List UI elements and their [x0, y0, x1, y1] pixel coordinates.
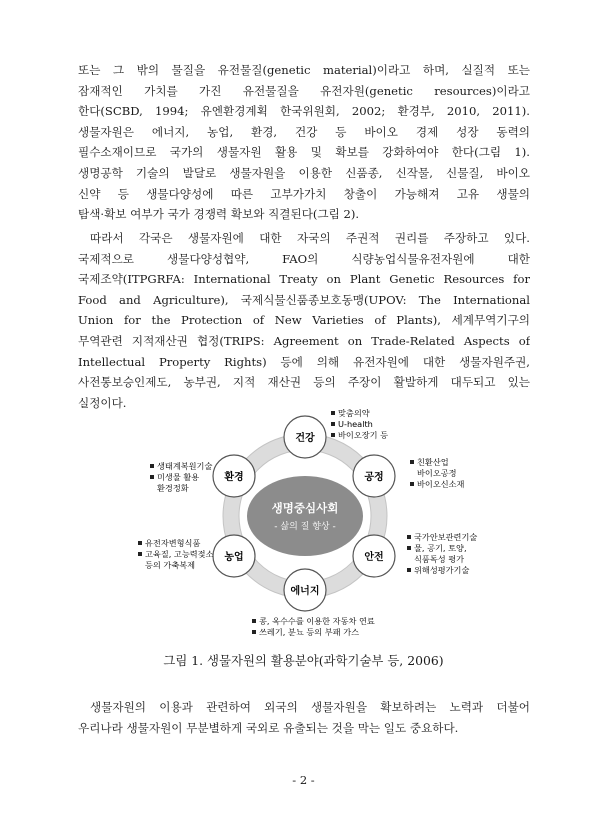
svg-text:고육질, 고능력젖소: 고육질, 고능력젖소 [145, 549, 214, 559]
svg-text:유전자변형식품: 유전자변형식품 [145, 538, 201, 548]
svg-text:식품독성 평가: 식품독성 평가 [414, 554, 465, 564]
text-line: 한다(SCBD, 1994; 유엔환경계획 한국위원회, 2002; 환경부, 2010, 2011). [78, 104, 530, 119]
text-line: 탐색·확보 여부가 국가 경쟁력 확보와 직결된다(그림 2). [78, 207, 360, 222]
svg-text:건강: 건강 [295, 433, 315, 444]
text-line: 실정이다. [78, 395, 127, 410]
bullets-process [410, 457, 464, 489]
svg-text:환경: 환경 [224, 472, 244, 483]
text-line: 또는 그 밖의 물질을 유전물질(genetic material)이라고 하며, 실질적 또는 [78, 63, 530, 77]
svg-text:물, 공기, 토양,: 물, 공기, 토양, [414, 543, 467, 553]
svg-text:바이오신소재: 바이오신소재 [417, 479, 465, 489]
text-line: 국제조약(ITPGRFA: International Treaty on Plant Genetic Resources for [78, 272, 530, 287]
text-line: 무역관련 지적재산권 협정(TRIPS: Agreement on Trade-Related Aspects of [78, 333, 530, 348]
bullets-environment [150, 461, 212, 493]
paragraph-2 [78, 228, 530, 413]
svg-text:미생물 활용: 미생물 활용 [157, 472, 200, 482]
page-number: - 2 - [292, 773, 315, 787]
text-line: 생명공학 기술의 발달로 생물자원을 이용한 신품종, 신작물, 신물질, 바이오 [78, 165, 530, 180]
paragraph-3 [78, 697, 530, 738]
text-line: 우리나라 생물자원이 무분별하게 국외로 유출되는 것을 막는 일도 중요하다. [78, 720, 459, 735]
bullets-health [331, 408, 388, 440]
svg-text:에너지: 에너지 [290, 586, 320, 597]
node-agriculture [213, 535, 255, 577]
figure-caption: 그림 1. 생물자원의 활용분야(과학기술부 등, 2006) [163, 653, 444, 668]
center-subtitle: - 삶의 질 향상 - [274, 522, 336, 532]
svg-text:공정: 공정 [364, 472, 384, 483]
node-safety [353, 535, 395, 577]
svg-text:맞춤의약: 맞춤의약 [338, 408, 370, 418]
figure-1-diagram [130, 406, 480, 640]
text-line: Food and Agriculture), 국제식물신품종보호동맹(UPOV: The International [78, 292, 530, 307]
paragraph-1 [78, 60, 530, 225]
svg-text:콩, 옥수수를 이용한 자동차 연료: 콩, 옥수수를 이용한 자동차 연료 [259, 616, 375, 626]
svg-text:등의 가축복제: 등의 가축복제 [145, 560, 196, 570]
svg-text:위해성평가기술: 위해성평가기술 [414, 565, 470, 575]
text-line: 사전통보승인제도, 농부권, 지적 재산권 등의 주장이 활발하게 대두되고 있는 [78, 375, 530, 390]
svg-text:환경정화: 환경정화 [157, 483, 189, 493]
node-energy [284, 569, 326, 611]
svg-text:바이오장기 등: 바이오장기 등 [338, 430, 389, 440]
text-line: Intellectual Property Rights) 등에 의해 유전자원에 대한 생물자원주권, [78, 354, 530, 369]
svg-text:바이오공정: 바이오공정 [417, 468, 457, 478]
node-process [353, 455, 395, 497]
svg-text:친환산업: 친환산업 [417, 457, 449, 467]
bullets-energy [252, 616, 375, 637]
bullets-safety [407, 532, 477, 575]
svg-text:안전: 안전 [364, 552, 384, 563]
svg-text:국가안보관련기술: 국가안보관련기술 [414, 532, 478, 542]
bullets-agriculture [138, 538, 214, 570]
text-line: 생물자원의 이용과 관련하여 외국의 생물자원을 확보하려는 노력과 더불어 [90, 700, 530, 714]
node-environment [213, 455, 255, 497]
text-line: 필수소재이므로 국가의 생물자원 활용 및 확보를 강화하여야 한다(그림 1). [78, 145, 530, 160]
text-line: 국제적으로 생물다양성협약, FAO의 식량농업식물유전자원에 대한 [78, 251, 530, 266]
text-line: 잠재적인 가치를 가진 유전물질을 유전자원(genetic resources)이라고 [78, 83, 530, 98]
text-line: 따라서 각국은 생물자원에 대한 자국의 주권적 권리를 주장하고 있다. [90, 231, 530, 245]
text-line: Union for the Protection of New Varieties of Plants), 세계무역기구의 [78, 313, 530, 328]
svg-text:농업: 농업 [224, 552, 244, 563]
node-health [284, 416, 326, 458]
svg-text:생태계복원기술: 생태계복원기술 [157, 461, 213, 471]
text-line: 신약 등 생물다양성에 따른 고부가가치 창출이 가능해져 고유 생물의 [78, 186, 530, 201]
svg-text:U-health: U-health [338, 419, 373, 429]
text-line: 생물자원은 에너지, 농업, 환경, 건강 등 바이오 경제 성장 동력의 [78, 124, 530, 139]
center-disc [247, 476, 363, 556]
svg-text:쓰레기, 분뇨 등의 부패 가스: 쓰레기, 분뇨 등의 부패 가스 [259, 627, 360, 637]
center-title: 생명중심사회 [271, 501, 339, 515]
